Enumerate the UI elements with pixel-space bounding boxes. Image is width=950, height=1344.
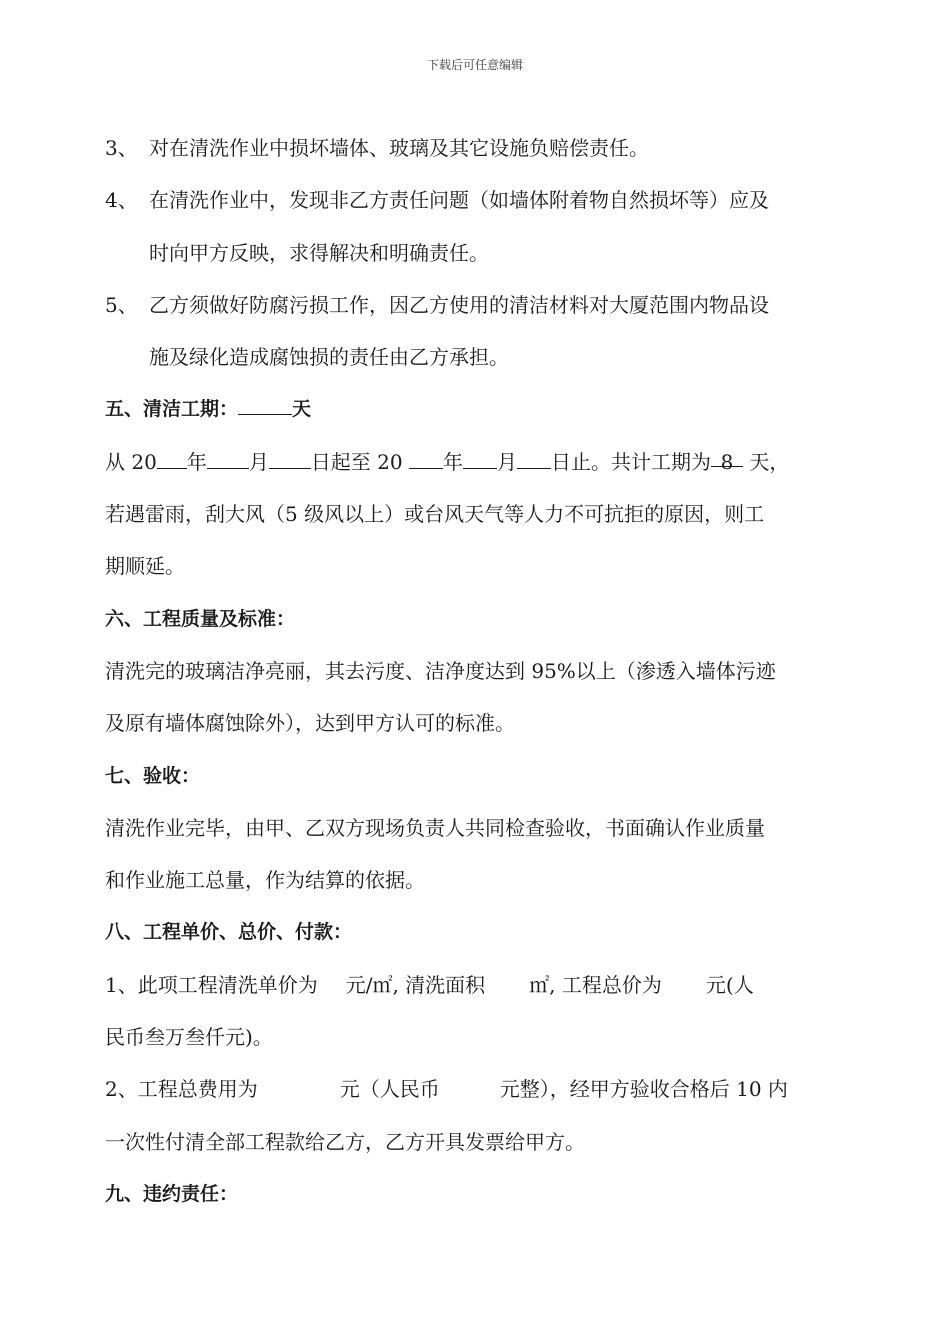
section-6-heading: 六、工程质量及标准： — [105, 607, 296, 630]
section-8-heading: 八、工程单价、总价、付款： — [105, 921, 353, 944]
text: 元(人 — [705, 972, 754, 997]
list-item-3 — [105, 128, 845, 180]
text: 元（人民币 — [339, 1077, 440, 1102]
acceptance-line-1: 清洗作业完毕，由甲、乙双方现场负责人共同检查验收，书面确认作业质量 — [105, 815, 765, 840]
page-header: 下载后可任意编辑 — [426, 58, 523, 72]
text: 月 — [496, 449, 517, 474]
quality-line-2: 及原有墙体腐蚀除外），达到甲方认可的标准。 — [105, 711, 515, 736]
text: 2、工程总费用为 — [105, 1077, 258, 1102]
list-text: 在清洗作业中，发现非乙方责任问题（如墙体附着物自然损坏等）应及 — [149, 188, 769, 213]
price-line-2 — [105, 1069, 845, 1121]
blank-days — [238, 390, 292, 415]
schedule-note: 若遇雷雨，刮大风（5 级风以上）或台风天气等人力不可抗拒的原因，则工 — [105, 502, 765, 527]
price-line-1-continuation: 民币叁万叁仟元)。 — [105, 1025, 273, 1050]
schedule-note-continuation: 期顺延。 — [105, 554, 185, 579]
text: 天， — [742, 449, 790, 474]
text: 日止。共计工期为 — [550, 449, 711, 474]
document-body — [105, 128, 845, 1226]
blank-start-year — [157, 444, 187, 469]
text: 年 — [442, 449, 463, 474]
price-line-1 — [105, 965, 845, 1017]
text: 1、此项工程清洗单价为 — [105, 972, 318, 997]
blank-start-day — [269, 444, 311, 469]
text: ㎡, 工程总价为 — [529, 972, 662, 997]
list-item-5 — [105, 285, 845, 337]
list-item-4 — [105, 180, 845, 232]
text: 月 — [248, 449, 269, 474]
schedule-line — [105, 442, 845, 494]
section-5-heading — [105, 389, 845, 441]
text: 年 — [186, 449, 207, 474]
quality-line-1: 清洗完的玻璃洁净亮丽，其去污度、洁净度达到 95%以上（渗透入墙体污迹 — [105, 658, 776, 683]
section-7-heading: 七、验收： — [105, 764, 201, 787]
list-text: 乙方须做好防腐污损工作，因乙方使用的清洁材料对大厦范围内物品设 — [149, 292, 769, 317]
list-item-4-continuation: 时向甲方反映，求得解决和明确责任。 — [149, 240, 489, 265]
section-5-title: 五、清洁工期： — [105, 398, 239, 421]
acceptance-line-2: 和作业施工总量，作为结算的依据。 — [105, 868, 425, 893]
section-9-heading: 九、违约责任： — [105, 1182, 239, 1205]
list-number: 5、 — [105, 292, 138, 317]
list-text: 对在清洗作业中损坏墙体、玻璃及其它设施负赔偿责任。 — [149, 136, 649, 160]
price-line-2-continuation: 一次性付清全部工程款给乙方，乙方开具发票给甲方。 — [105, 1129, 585, 1154]
list-number: 4、 — [105, 188, 138, 213]
section-5-unit: 天 — [292, 398, 312, 421]
text: 日起至 20 — [310, 449, 409, 474]
list-item-5-continuation: 施及绿化造成腐蚀损的责任由乙方承担。 — [149, 345, 509, 370]
text: 元/㎡, 清洗面积 — [345, 972, 486, 997]
blank-end-year — [409, 444, 443, 469]
list-number: 3、 — [105, 136, 138, 160]
blank-start-month — [207, 444, 249, 469]
text: 元整），经甲方验收合格后 10 内 — [499, 1077, 788, 1102]
blank-end-day — [517, 444, 551, 469]
blank-end-month — [463, 444, 497, 469]
duration-days: 8 — [711, 442, 743, 467]
text: 从 20 — [105, 449, 157, 474]
